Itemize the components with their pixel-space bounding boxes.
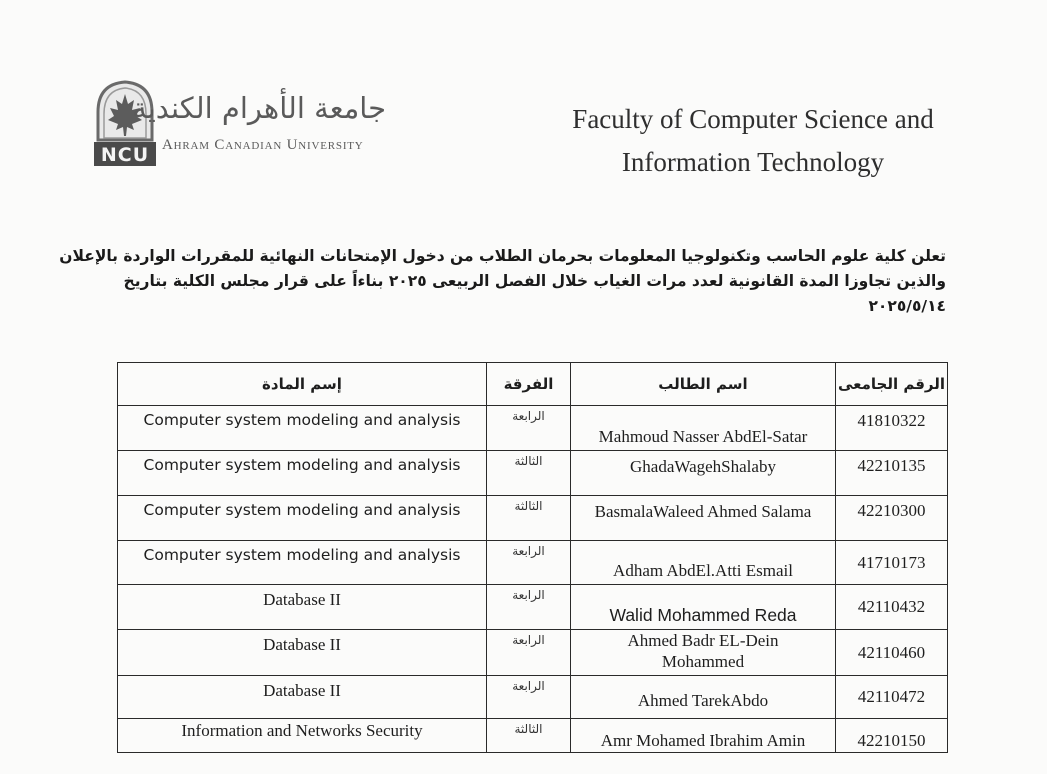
student-name-cell: Amr Mohamed Ibrahim Amin: [571, 719, 836, 753]
table-row: [118, 406, 948, 451]
column-header-id: الرقم الجامعى: [836, 363, 948, 406]
course-cell: Database II: [118, 630, 487, 676]
university-logo: [92, 78, 392, 170]
student-id-cell: 42210135: [836, 451, 948, 496]
column-header-course: إسم المادة: [118, 363, 487, 406]
student-id-cell: 41710173: [836, 541, 948, 585]
student-id-cell: 42110472: [836, 676, 948, 719]
table-row: [118, 630, 948, 676]
table-header-row: [118, 363, 948, 406]
course-cell: Information and Networks Security: [118, 719, 487, 753]
faculty-title-line-1: Faculty of Computer Science and: [572, 104, 934, 134]
column-header-student: اسم الطالب: [571, 363, 836, 406]
barred-students-table: [117, 362, 948, 753]
table-row: [118, 719, 948, 753]
course-cell: Computer system modeling and analysis: [118, 496, 487, 541]
student-name-cell: Walid Mohammed Reda: [571, 585, 836, 630]
student-id-cell: 41810322: [836, 406, 948, 451]
student-id-cell: 42210300: [836, 496, 948, 541]
faculty-title: [540, 98, 966, 184]
year-cell: الثالثة: [487, 719, 571, 753]
course-cell: Database II: [118, 676, 487, 719]
announcement-line-2: والذين تجاوزا المدة القانونية لعدد مرات الغياب خلال الفصل الربيعى ٢٠٢٥ بناءاً على قرار مجلس الكلية بتاريخ: [123, 272, 946, 290]
table-row: [118, 451, 948, 496]
faculty-title-line-2: Information Technology: [621, 147, 885, 177]
course-cell: Computer system modeling and analysis: [118, 541, 487, 585]
course-cell: Computer system modeling and analysis: [118, 406, 487, 451]
student-name-cell: BasmalaWaleed Ahmed Salama: [571, 496, 836, 541]
student-name-cell: Ahmed Badr EL-Dein Mohammed: [571, 630, 836, 676]
student-name-cell: Ahmed TarekAbdo: [571, 676, 836, 719]
year-cell: الرابعة: [487, 406, 571, 451]
year-cell: الرابعة: [487, 630, 571, 676]
year-cell: الثالثة: [487, 451, 571, 496]
year-cell: الثالثة: [487, 496, 571, 541]
table-row: [118, 585, 948, 630]
announcement-text: [59, 244, 946, 319]
course-cell: Computer system modeling and analysis: [118, 451, 487, 496]
student-id-cell: 42210150: [836, 719, 948, 753]
student-name-cell: GhadaWagehShalaby: [571, 451, 836, 496]
announcement-line-1: تعلن كلية علوم الحاسب وتكنولوجيا المعلومات بحرمان الطلاب من دخول الإمتحانات النهائية للمقررات الواردة بالإعلان: [59, 247, 946, 265]
year-cell: الرابعة: [487, 676, 571, 719]
student-name-cell: Adham AbdEl.Atti Esmail: [571, 541, 836, 585]
year-cell: الرابعة: [487, 541, 571, 585]
table-row: [118, 541, 948, 585]
student-name-cell: Mahmoud Nasser AbdEl-Satar: [571, 406, 836, 451]
year-cell: الرابعة: [487, 585, 571, 630]
table-row: [118, 496, 948, 541]
student-id-cell: 42110460: [836, 630, 948, 676]
column-header-year: الفرقة: [487, 363, 571, 406]
course-cell: Database II: [118, 585, 487, 630]
announcement-date: ٢٠٢٥/٥/١٤: [868, 297, 946, 315]
student-id-cell: 42110432: [836, 585, 948, 630]
table-row: [118, 676, 948, 719]
university-arabic-name: جامعة الأهرام الكندية: [132, 91, 386, 125]
university-english-name: Ahram Canadian University: [162, 137, 364, 153]
ncu-monogram: NCU: [100, 144, 150, 166]
